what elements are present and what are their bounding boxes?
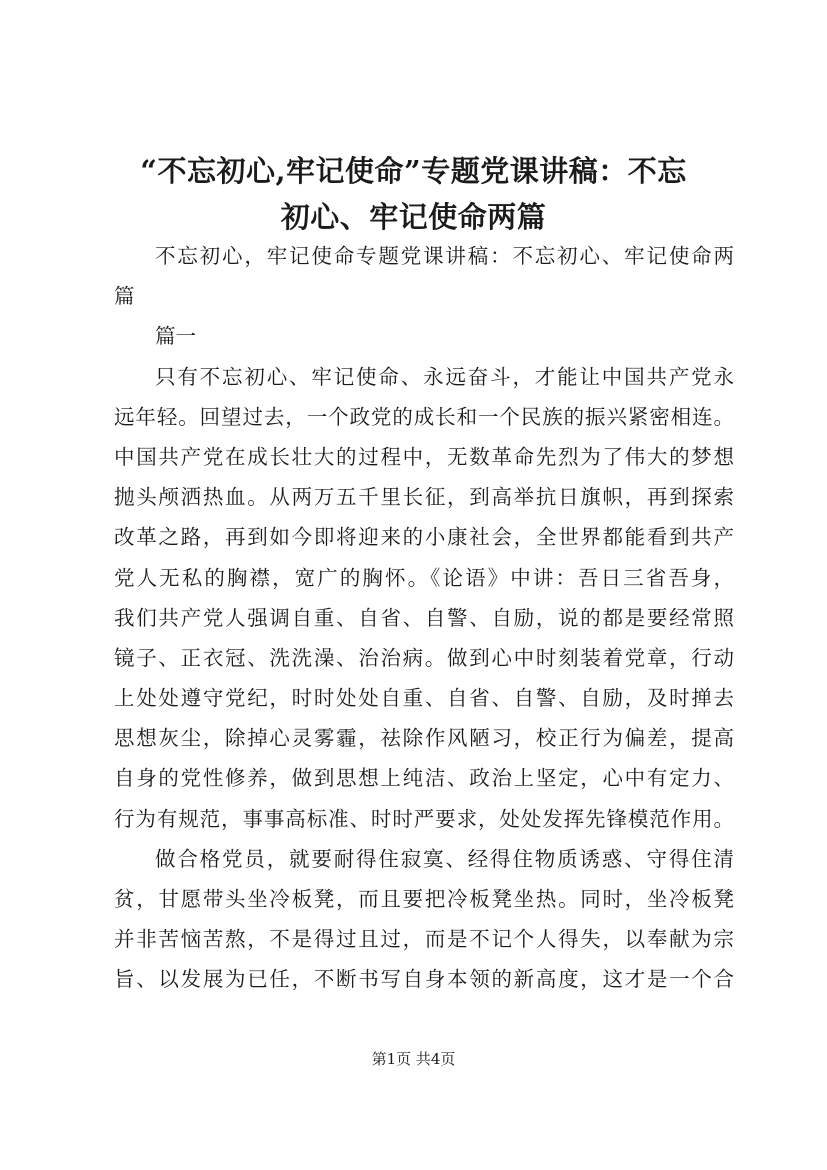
paragraph-line: 行为有规范，事事高标准、时时严要求，处处发挥先锋模范作用。 — [114, 806, 734, 831]
title-line-1: “不忘初心,牢记使命”专题党课讲稿：不忘 — [140, 154, 687, 188]
paragraph-line: 自身的党性修养，做到思想上纯洁、政治上坚定，心中有定力、 — [114, 766, 734, 791]
paragraph-line: 旨、以发展为已任，不断书写自身本领的新高度，这才是一个合 — [114, 967, 734, 992]
title-line-2: 初心、牢记使命两篇 — [280, 200, 547, 234]
paragraph-line: 只有不忘初心、牢记使命、永远奋斗，才能让中国共产党永 — [155, 364, 734, 389]
paragraph-line: 党人无私的胸襟，宽广的胸怀。《论语》中讲：吾日三省吾身， — [114, 565, 734, 590]
document-body — [114, 236, 734, 1000]
document-title — [100, 148, 727, 240]
paragraph-line: 镜子、正衣冠、洗洗澡、治治病。做到心中时刻装着党章，行动 — [114, 645, 734, 670]
paragraph-line: 我们共产党人强调自重、自省、自警、自励，说的都是要经常照 — [114, 605, 734, 630]
page-footer: 第1页 共4页 — [371, 1050, 456, 1068]
paragraph-line: 上处处遵守党纪，时时处处自重、自省、自警、自励，及时掸去 — [114, 686, 734, 711]
paragraph-line: 并非苦恼苦熬，不是得过且过，而是不记个人得失，以奉献为宗 — [114, 927, 734, 952]
paragraph-line: 改革之路，再到如今即将迎来的小康社会，全世界都能看到共产 — [114, 525, 734, 550]
paragraph-line: 远年轻。回望过去，一个政党的成长和一个民族的振兴紧密相连。 — [114, 404, 734, 429]
paragraph-line: 思想灰尘，除掉心灵雾霾，祛除作风陋习，校正行为偏差，提高 — [114, 726, 734, 751]
paragraph-line: 做合格党员，就要耐得住寂寞、经得住物质诱惑、守得住清 — [155, 846, 734, 871]
paragraph-line: 不忘初心，牢记使命专题党课讲稿：不忘初心、牢记使命两 — [155, 244, 734, 268]
paragraph-line: 篇 — [114, 284, 135, 309]
paragraph-line: 抛头颅洒热血。从两万五千里长征，到高举抗日旗帜，再到探索 — [114, 485, 734, 510]
paragraph-line: 贫，甘愿带头坐冷板凳，而且要把冷板凳坐热。同时，坐冷板凳 — [114, 887, 734, 911]
section-heading: 篇一 — [155, 324, 196, 349]
paragraph-line: 中国共产党在成长壮大的过程中，无数革命先烈为了伟大的梦想 — [114, 444, 734, 469]
